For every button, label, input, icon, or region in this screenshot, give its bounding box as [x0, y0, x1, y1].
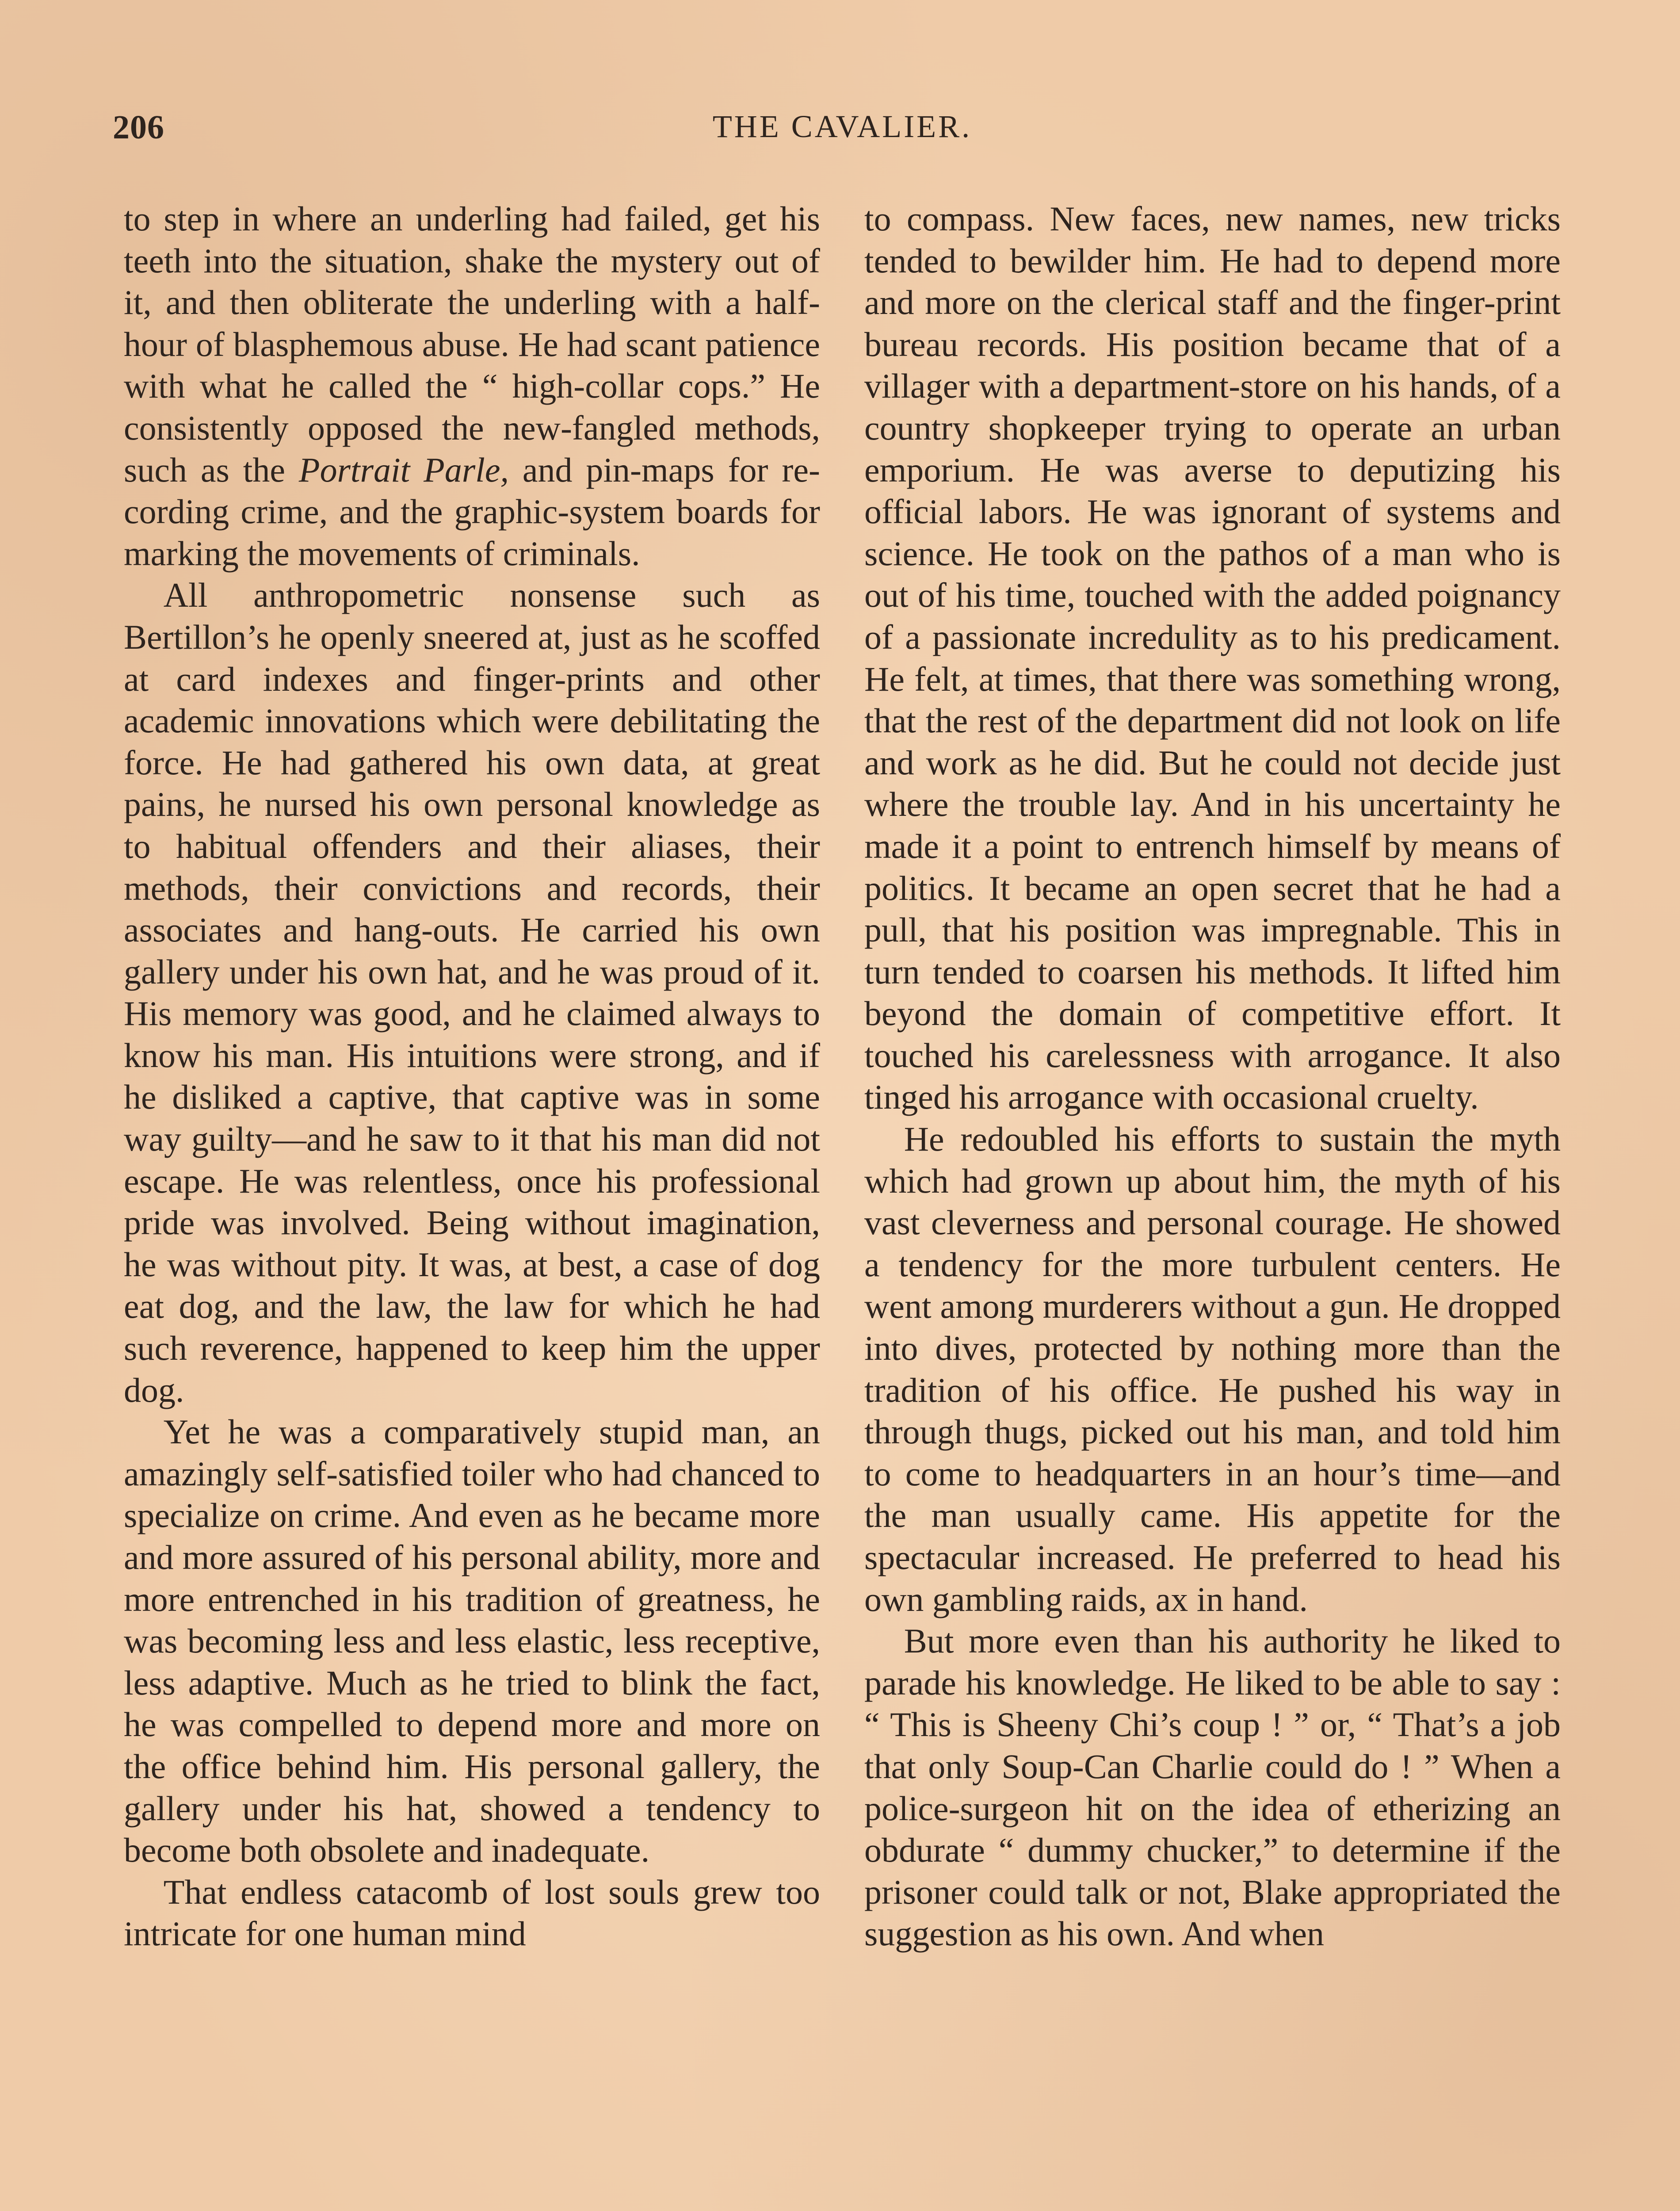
- page-number: 206: [113, 109, 164, 146]
- running-title: THE CAVALIER.: [712, 109, 972, 144]
- italic-title-portrait-parle: Portrait Parle,: [298, 450, 509, 489]
- page-header: [113, 108, 1572, 161]
- right-paragraph-3: But more even than his authority he liked to parade his knowledge. He liked to be able to say : “ This is Sheeny Chi’s coup ! ” or, “ That’s a job that only Soup-Can Charlie could do ! ” When a police-surgeon hit on the idea of etherizing an obdurate “ dummy chucker,” to determine if the prisoner could talk or not, Blake appropriated the suggestion as his own. And when: [864, 1622, 1561, 1953]
- right-paragraph-2: He redoubled his efforts to sustain the myth which had grown up about him, the myth of his vast cleverness and personal courage. He showed a tendency for the more turbulent centers. He went among murderers without a gun. He dropped into dives, protected by nothing more than the tradition of his office. He pushed his way in through thugs, picked out his man, and told him to come to headquarters in an hour’s time—and the man usually came. His appetite for the spectacular increased. He preferred to head his own gambling raids, ax in hand.: [864, 1120, 1561, 1618]
- left-paragraph-1: [124, 198, 820, 574]
- right-paragraph-1: to compass. New faces, new names, new tricks tended to bewilder him. He had to depend more and more on the clerical staff and the finger-print bureau records. His position became that of a villager with a department-store on his hands, of a country shopkeeper trying to operate an urban emporium. He was averse to deputizing his official labors. He was ignorant of systems and science. He took on the pathos of a man who is out of his time, touched with the added poignancy of a passionate incredulity as to his predicament. He felt, at times, that there was something wrong, that the rest of the department did not look on life and work as he did. But he could not decide just where the trouble lay. And in his uncertainty he made it a point to entrench himself by means of politics. It became an open secret that he had a pull, that his position was impregnable. This in turn tended to coarsen his methods. It lifted him beyond the domain of competitive effort. It touched his carelessness with arrogance. It also tinged his arrogance with occasional cruelty.: [864, 199, 1561, 1117]
- right-column: [864, 198, 1561, 1955]
- left-column: [124, 198, 820, 1955]
- left-paragraph-3: Yet he was a comparatively stupid man, an amazingly self-satisfied toiler who had chanced to specialize on crime. And even as he became more and more assured of his personal ability, more and more entrenched in his tradition of greatness, he was becoming less and less elastic, less receptive, less adaptive. Much as he tried to blink the fact, he was compelled to depend more and more on the office behind him. His personal gallery, the gallery under his hat, showed a tendency to become both obsolete and inadequate.: [124, 1412, 820, 1870]
- left-paragraph-2: All anthropometric nonsense such as Bertillon’s he openly sneered at, just as he scoffed at card indexes and finger-prints and other academic innovations which were debilitating the force. He had gathered his own data, at great pains, he nursed his own personal knowledge as to habitual offenders and their aliases, their methods, their convictions and records, their associates and hang-outs. He carried his own gallery under his own hat, and he was proud of it. His memory was good, and he claimed always to know his man. His intuitions were strong, and if he disliked a captive, that captive was in some way guilty—and he saw to it that his man did not escape. He was relentless, once his professional pride was involved. Being without imagination, he was without pity. It was, at best, a case of dog eat dog, and the law, the law for which he had such reverence, happened to keep him the upper dog.: [124, 576, 820, 1409]
- left-paragraph-1-end: and pin-maps for recording crime, and the graphic-system boards for marking the movements of criminals.: [124, 450, 820, 573]
- left-paragraph-1-text: to step in where an underling had failed, get his teeth into the situation, shake the mystery out of it, and then obliterate the underling with a half-hour of blasphemous abuse. He had scant patience with what he called the “ high-collar cops.” He consistently opposed the new-fangled methods, such as the: [124, 199, 820, 489]
- left-paragraph-4: That endless catacomb of lost souls grew too intricate for one human mind: [124, 1872, 820, 1953]
